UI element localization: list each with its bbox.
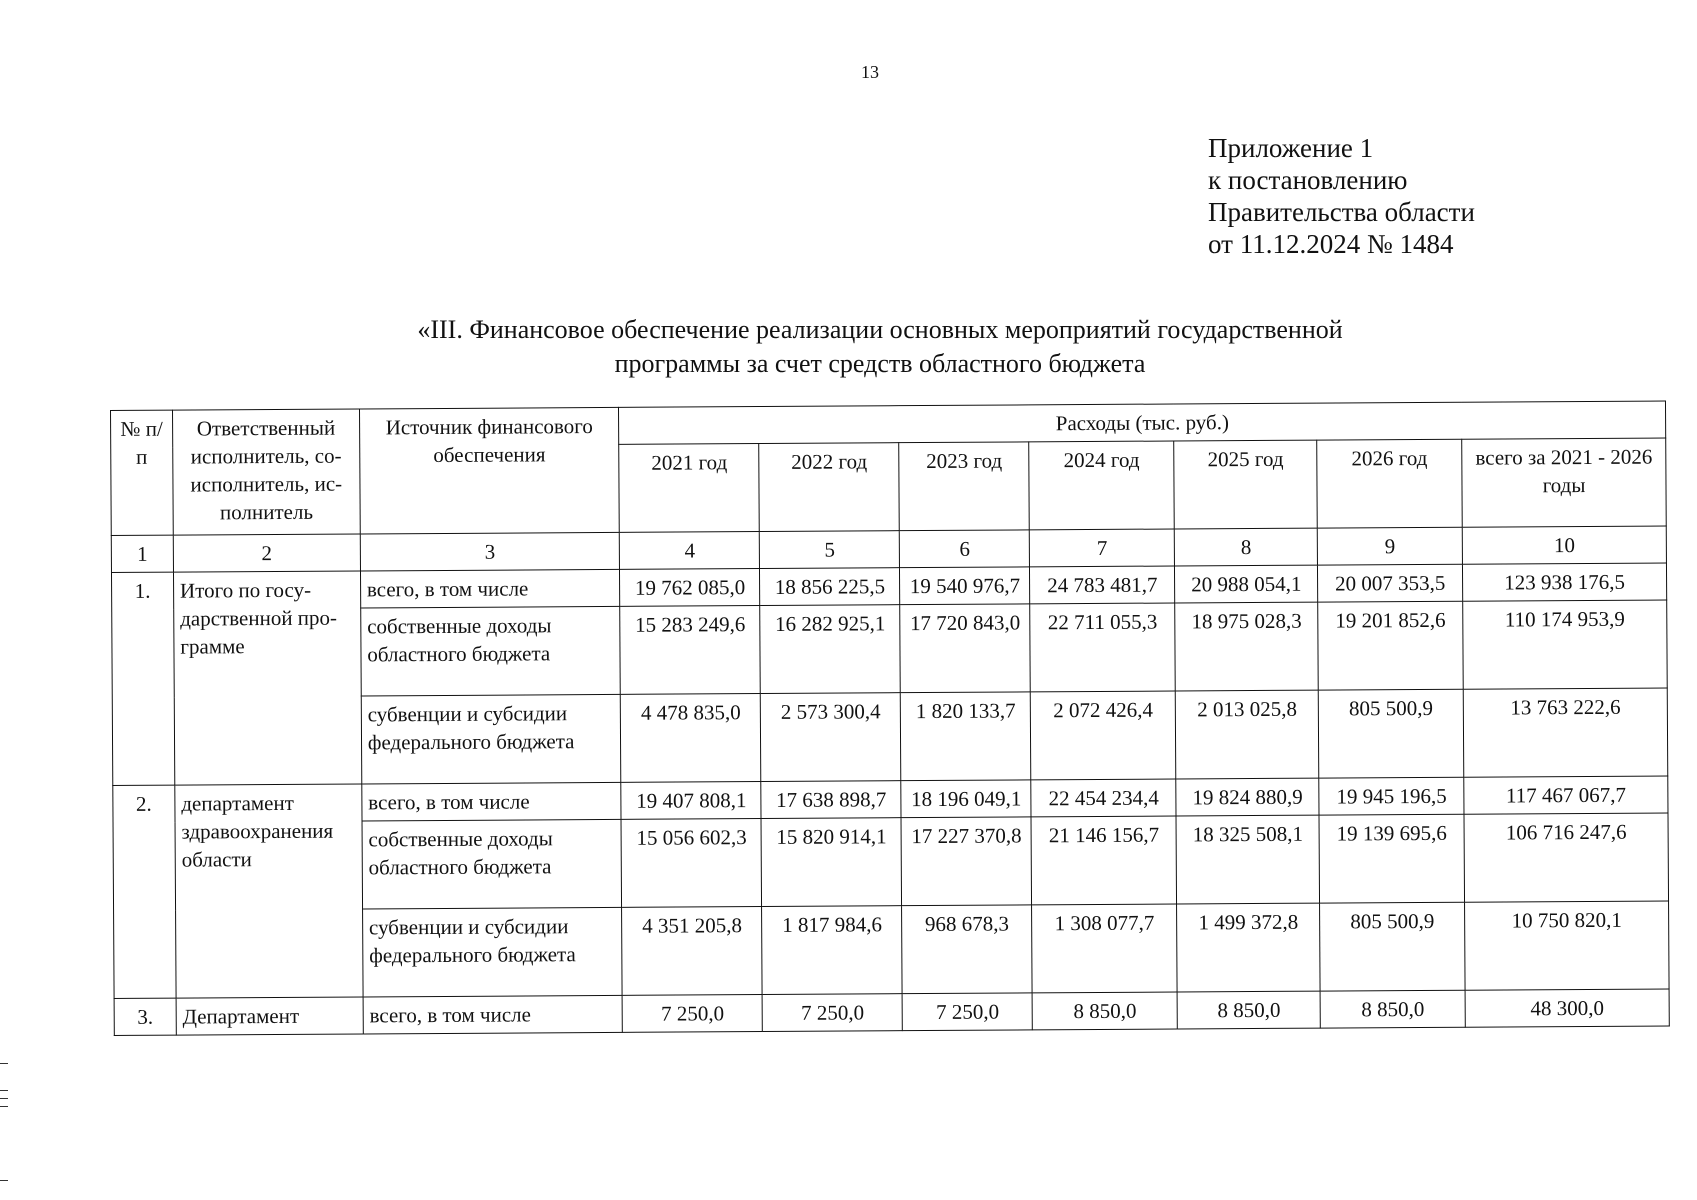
source-cell: всего, в том числе xyxy=(362,782,622,821)
row-number: 3. xyxy=(114,998,176,1035)
value-cell: 1 820 133,7 xyxy=(901,692,1032,781)
column-number: 3 xyxy=(360,532,620,571)
value-cell: 18 856 225,5 xyxy=(760,568,900,606)
value-cell: 1 499 372,8 xyxy=(1177,903,1320,992)
source-cell: субвенции и субсидии федерального бюджета xyxy=(362,907,622,997)
edge-tick xyxy=(0,1098,8,1099)
appendix-line: от 11.12.2024 № 1484 xyxy=(1208,229,1454,259)
value-cell: 19 407 808,1 xyxy=(621,782,761,820)
value-cell: 17 638 898,7 xyxy=(761,781,901,819)
value-cell: 2 072 426,4 xyxy=(1031,691,1176,780)
value-cell: 18 975 028,3 xyxy=(1175,602,1318,691)
header-year: 2026 год xyxy=(1317,439,1462,528)
value-cell: 8 850,0 xyxy=(1177,991,1320,1029)
heading-line: «III. Финансовое обеспечение реализации основных мероприятий государственной xyxy=(417,315,1343,344)
appendix-line: Правительства области xyxy=(1208,197,1475,227)
value-cell: 1 817 984,6 xyxy=(762,906,902,995)
column-number: 10 xyxy=(1462,526,1666,564)
row-number: 1. xyxy=(111,572,174,785)
value-cell: 19 824 880,9 xyxy=(1176,778,1319,816)
executor-cell: Итого по госу-дарственной про-грамме xyxy=(173,571,361,785)
appendix-line: к постановлению xyxy=(1208,165,1408,195)
header-year: 2025 год xyxy=(1174,440,1317,529)
total-value-cell: 106 716 247,6 xyxy=(1464,813,1668,902)
value-cell: 24 783 481,7 xyxy=(1030,566,1175,604)
column-number: 1 xyxy=(111,535,173,572)
total-value-cell: 110 174 953,9 xyxy=(1463,600,1667,689)
column-number: 5 xyxy=(760,531,900,569)
value-cell: 8 850,0 xyxy=(1032,992,1177,1030)
value-cell: 4 478 835,0 xyxy=(621,694,761,783)
row-number: 2. xyxy=(113,785,176,998)
header-executor: Ответственный исполнитель, со-исполнитель, ис-полнитель xyxy=(172,409,360,535)
value-cell: 22 711 055,3 xyxy=(1030,603,1175,692)
column-number: 8 xyxy=(1174,528,1317,566)
total-value-cell: 48 300,0 xyxy=(1465,989,1669,1027)
value-cell: 7 250,0 xyxy=(762,994,902,1032)
total-value-cell: 123 938 176,5 xyxy=(1463,563,1667,601)
source-cell: всего, в том числе xyxy=(360,569,620,608)
header-year-total: всего за 2021 - 2026 годы xyxy=(1462,438,1666,527)
source-cell: собственные доходы областного бюджета xyxy=(362,819,622,909)
section-heading xyxy=(250,313,1510,381)
value-cell: 19 139 695,6 xyxy=(1319,814,1464,903)
value-cell: 17 227 370,8 xyxy=(901,817,1032,906)
value-cell: 15 820 914,1 xyxy=(761,818,901,907)
executor-cell: Департамент xyxy=(176,997,363,1035)
header-year: 2024 год xyxy=(1029,441,1174,530)
value-cell: 21 146 156,7 xyxy=(1031,816,1176,905)
value-cell: 19 540 976,7 xyxy=(900,567,1030,605)
value-cell: 19 201 852,6 xyxy=(1318,601,1463,690)
value-cell: 4 351 205,8 xyxy=(622,907,762,996)
edge-tick xyxy=(0,1090,8,1091)
value-cell: 805 500,9 xyxy=(1320,902,1465,991)
value-cell: 7 250,0 xyxy=(902,993,1032,1031)
value-cell: 7 250,0 xyxy=(623,995,763,1033)
header-year: 2022 год xyxy=(759,443,899,532)
header-num: № п/п xyxy=(111,410,174,535)
value-cell: 20 988 054,1 xyxy=(1175,565,1318,603)
value-cell: 15 283 249,6 xyxy=(620,606,760,695)
value-cell: 15 056 602,3 xyxy=(621,819,761,908)
value-cell: 22 454 234,4 xyxy=(1031,779,1176,817)
edge-tick xyxy=(0,1106,8,1107)
appendix-block xyxy=(1208,132,1475,260)
value-cell: 18 325 508,1 xyxy=(1176,815,1319,904)
header-year: 2023 год xyxy=(899,442,1030,531)
value-cell: 20 007 353,5 xyxy=(1318,564,1463,602)
value-cell: 968 678,3 xyxy=(902,905,1033,994)
total-value-cell: 117 467 067,7 xyxy=(1464,776,1668,814)
executor-cell: департамент здравоохранения области xyxy=(175,784,363,998)
source-cell: субвенции и субсидии федерального бюджета xyxy=(361,694,621,784)
value-cell: 17 720 843,0 xyxy=(900,604,1031,693)
source-cell: всего, в том числе xyxy=(363,995,623,1034)
table-body xyxy=(111,401,1670,1035)
column-number: 6 xyxy=(900,530,1030,568)
header-source: Источник финансового обеспечения xyxy=(359,407,619,534)
header-expenses: Расходы (тыс. руб.) xyxy=(619,401,1666,444)
value-cell: 805 500,9 xyxy=(1318,689,1463,778)
appendix-line: Приложение 1 xyxy=(1208,133,1374,163)
header-year: 2021 год xyxy=(619,444,759,533)
value-cell: 16 282 925,1 xyxy=(760,605,900,694)
column-number: 9 xyxy=(1317,527,1462,565)
value-cell: 2 013 025,8 xyxy=(1175,690,1318,779)
value-cell: 1 308 077,7 xyxy=(1032,904,1177,993)
edge-tick xyxy=(0,1063,8,1064)
value-cell: 2 573 300,4 xyxy=(761,693,901,782)
total-value-cell: 10 750 820,1 xyxy=(1465,901,1669,990)
edge-tick xyxy=(0,1180,8,1181)
source-cell: собственные доходы областного бюджета xyxy=(361,606,621,696)
column-number: 2 xyxy=(173,534,360,572)
page-number: 13 xyxy=(861,62,879,82)
value-cell: 19 945 196,5 xyxy=(1319,777,1464,815)
financing-table xyxy=(110,400,1670,1035)
heading-line: программы за счет средств областного бюджета xyxy=(614,349,1146,378)
value-cell: 18 196 049,1 xyxy=(901,780,1031,818)
value-cell: 19 762 085,0 xyxy=(620,569,760,607)
total-value-cell: 13 763 222,6 xyxy=(1463,688,1667,777)
value-cell: 8 850,0 xyxy=(1320,990,1465,1028)
column-number: 7 xyxy=(1030,529,1175,567)
column-number: 4 xyxy=(620,532,760,570)
